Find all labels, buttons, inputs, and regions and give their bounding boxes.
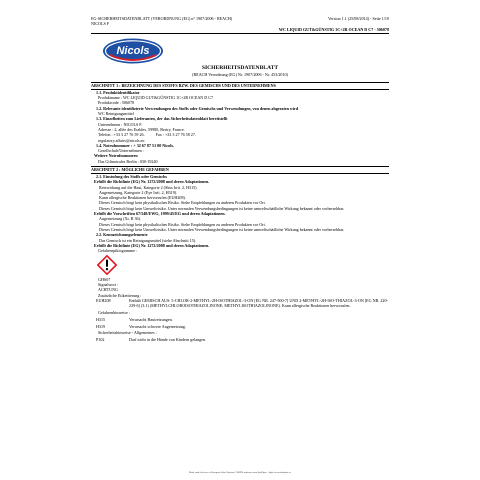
detergent-note: Das Gemisch ist ein Reinigungsmittel (siehe Abschnitt 15). (99, 237, 197, 243)
h319-row (91, 324, 389, 329)
physical-risk-2: Dieses Gemisch birgt kein physikalisches Risiko. Siehe Empfehlungen zu anderen Produkten vor Ort. (99, 221, 266, 227)
clp-regulation-heading: Erfüllt die Richtlinie (EG) Nr. 1272/2008 und deren Adaptationen. (94, 179, 210, 185)
subsection-1-4: 1.4. Notrufnummer : + 32 67 87 51 00 Nicols. (96, 142, 174, 148)
document-title: SICHERHEITSDATENBLATT (201, 65, 279, 71)
header-company: NICOLS F (91, 21, 110, 26)
euh208-row (91, 298, 389, 309)
ghs07-exclamation-icon (97, 255, 117, 275)
product-code: Produktcode : 506078 (98, 100, 135, 106)
document-body (91, 81, 389, 342)
emergency-company: Gesellschaft/Unternehmen : (98, 148, 144, 154)
supplier-company: Unternehmen : NICOLS F. (98, 121, 143, 127)
product-use: WC Reinigungsmittel (98, 111, 134, 117)
h315-text: Verursacht Hautreizungen. (129, 316, 173, 322)
physical-risk-1: Dieses Gemisch birgt kein physikalisches Risiko. Siehe Empfehlungen zu anderen Produkten vor Ort. (99, 200, 266, 206)
header-version: Version 1.1 (25/08/2014) - Seite 1/10 (328, 16, 389, 21)
subsection-1-1: 1.1. Produktidentifikator (96, 89, 140, 95)
environment-risk-2: Dieses Gemisch birgt kein Umweltrisiko. Unter normalen Verwendungsbedingungen ist keine umweltschädliche Wirkung bekannt oder vorhersehbar. (99, 226, 345, 232)
xi-r36: Augenreizung (Xi, R 36). (99, 216, 141, 222)
supplier-email[interactable]: regulatory.affairs@nicols.eu (98, 137, 145, 143)
ghs-code: GHS07 (98, 276, 111, 282)
emergency-berlin: Das Giftnotrufes Berlin : 030-19240 (98, 158, 158, 164)
section-2-heading: ABSCHNITT 2 : MÖGLICHE GEFAHREN (91, 166, 389, 174)
pictograms-label: Gefahrenpiktogramme : (98, 248, 138, 254)
document-subtitle: (REACH Verordnung (EG) Nr. 1907/2006 - Nr. 453/2010) (192, 72, 288, 77)
subsection-2-1: 2.1. Einstufung des Stoffs oder Gemischs (96, 173, 168, 179)
eye-irritation: Augenreizung, Kategorie 2 (Eye Irrit. 2, H319). (99, 189, 178, 195)
additional-labelling-label: Zusätzliche Etikettierung : (98, 292, 142, 298)
nicols-logo (102, 37, 164, 65)
supplier-fax: Fax : +33 3 27 76 58 27. (155, 132, 196, 138)
skin-irritation: Reizwirkung auf die Haut, Kategorie 2 (Skin Irrit. 2, H315). (99, 184, 198, 190)
header-regulation: EG-SICHERHEITSDATENBLATT (VERORDNUNG (EG) n° 1907/2006 - REACH) (91, 16, 233, 21)
environment-risk-1: Dieses Gemisch birgt kein Umweltrisiko. Unter normalen Verwendungsbedingungen ist keine umweltschädliche Wirkung bekannt oder vorhersehbar. (99, 205, 345, 211)
section-1-heading: ABSCHNITT 1 : BEZEICHNUNG DES STOFFS BZW. DES GEMISCHS UND DES UNTERNEHMENS (91, 82, 389, 90)
dsd-regulation-heading: Erfüllt die Vorschriften 67/548/EWG, 1999/45/EG und deren Adaptationen. (94, 211, 226, 217)
precautionary-label: Sicherheitshinweise - Allgemeines : (98, 330, 157, 336)
euh208-code: EUH208 (96, 297, 111, 303)
clp-labelling-heading: Erfüllt die Richtlinie (EG) Nr. 1272/2008 und deren Adaptationen. (94, 242, 210, 248)
euh208-text: Enthält GEMISCH AUS: 5-CHLOR-2-METHYL-2H-ISOTHIAZOL-3-ON [EG NR. 247-500-7] UND 2-METHYL-2H-ISO-THIAZOL-3-ON [EG NR. 220-239-6] (3:1) (METHYLCHLOROISOTHIAZOLINONE; METHYLISOTHIAZOLINONE). Kann allergische Reaktionen hervorrufen. (129, 297, 388, 309)
subsection-1-3: 1.3. Einzelheiten zum Lieferanten, der das Sicherheitsdatenblatt bereitstellt (96, 116, 228, 122)
h315-row (91, 317, 389, 322)
subsection-1-2: 1.2. Relevante identifizierte Verwendungen des Stoffs oder Gemischs und Verwendungen, von denen abgeraten wird (96, 105, 299, 111)
further-emergency-heading: Weitere Notrufnummern (94, 153, 138, 159)
h319-code: H319 (96, 323, 106, 329)
logo-text: Nicols (116, 45, 150, 57)
p102-code: P102 (96, 337, 105, 343)
page-footer: Made under licence of European Label System® MSDS software from InfoDyne - http://www.infodyne.fr (189, 471, 291, 474)
h319-text: Verursacht schwere Augenreizung. (129, 323, 186, 329)
sensitisation: Kann allergische Reaktionen hervorrufen (EUH208). (99, 195, 186, 201)
p102-text: Darf nicht in die Hände von Kindern gelangen. (129, 337, 207, 343)
supplier-phone: Telefon : +33 3 27 76 59 26. (98, 132, 145, 138)
signal-word-label: Signalwort : (98, 281, 119, 287)
h315-code: H315 (96, 316, 106, 322)
header-product: WC LIQUID GUT&GÜNSTIG 1C+2R OCEAN D C7 - 506078 (91, 27, 389, 34)
signal-word: ACHTUNG (98, 287, 119, 293)
p102-row (91, 337, 389, 342)
supplier-address: Adresse : 2, allée des Erables, 59980, Bertry, France. (98, 126, 185, 132)
product-name: Produktname : WC LIQUID GUT&GÜNSTIG 1C+2R OCEAN D C7 (98, 95, 214, 101)
hazard-statements-label: Gefahrenhinweise : (98, 309, 130, 315)
subsection-2-2: 2.2. Kennzeichnungselemente (96, 232, 148, 238)
